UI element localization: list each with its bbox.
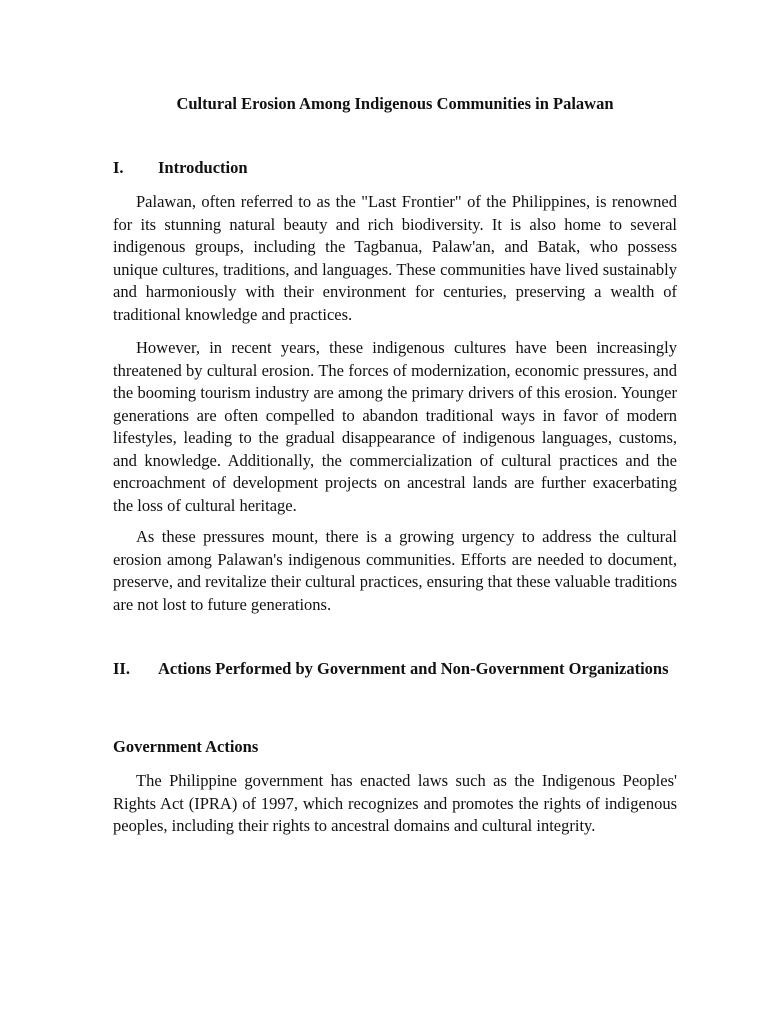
section-heading-actions — [113, 658, 677, 681]
introduction-paragraph-1: Palawan, often referred to as the "Last Frontier" of the Philippines, is renowned for its stunning natural beauty and rich biodiversity. It is also home to several indigenous groups, including the Tagbanua, Palaw'an, and Batak, who possess unique cultures, traditions, and languages. These communities have lived sustainably and harmoniously with their environment for centuries, preserving a wealth of traditional knowledge and practices. — [113, 192, 677, 324]
section-number: I. — [113, 158, 124, 177]
section-number: II. — [113, 659, 130, 678]
introduction-paragraph-3: As these pressures mount, there is a growing urgency to address the cultural erosion among Palawan's indigenous communities. Efforts are needed to document, preserve, and revitalize their cultural practices, ensuring that these valuable traditions are not lost to future generations. — [113, 527, 677, 614]
introduction-paragraph-2: However, in recent years, these indigenous cultures have been increasingly threatened by cultural erosion. The forces of modernization, economic pressures, and the booming tourism industry are among the primary drivers of this erosion. Younger generations are often compelled to abandon traditional ways in favor of modern lifestyles, leading to the gradual disappearance of indigenous languages, customs, and knowledge. Additionally, the commercialization of cultural practices and the encroachment of development projects on ancestral lands are further exacerbating the loss of cultural heritage. — [113, 338, 677, 515]
section-heading-introduction — [113, 157, 677, 180]
section-title: Actions Performed by Government and Non-Government Organizations — [158, 659, 669, 678]
document-title: Cultural Erosion Among Indigenous Communities in Palawan — [176, 94, 614, 113]
government-actions-paragraph-1: The Philippine government has enacted laws such as the Indigenous Peoples' Rights Act (IPRA) of 1997, which recognizes and promotes the rights of indigenous peoples, including their rights to ancestral domains and cultural integrity. — [113, 771, 677, 835]
section-title: Introduction — [158, 158, 248, 177]
subsection-heading-government-actions: Government Actions — [113, 737, 259, 756]
